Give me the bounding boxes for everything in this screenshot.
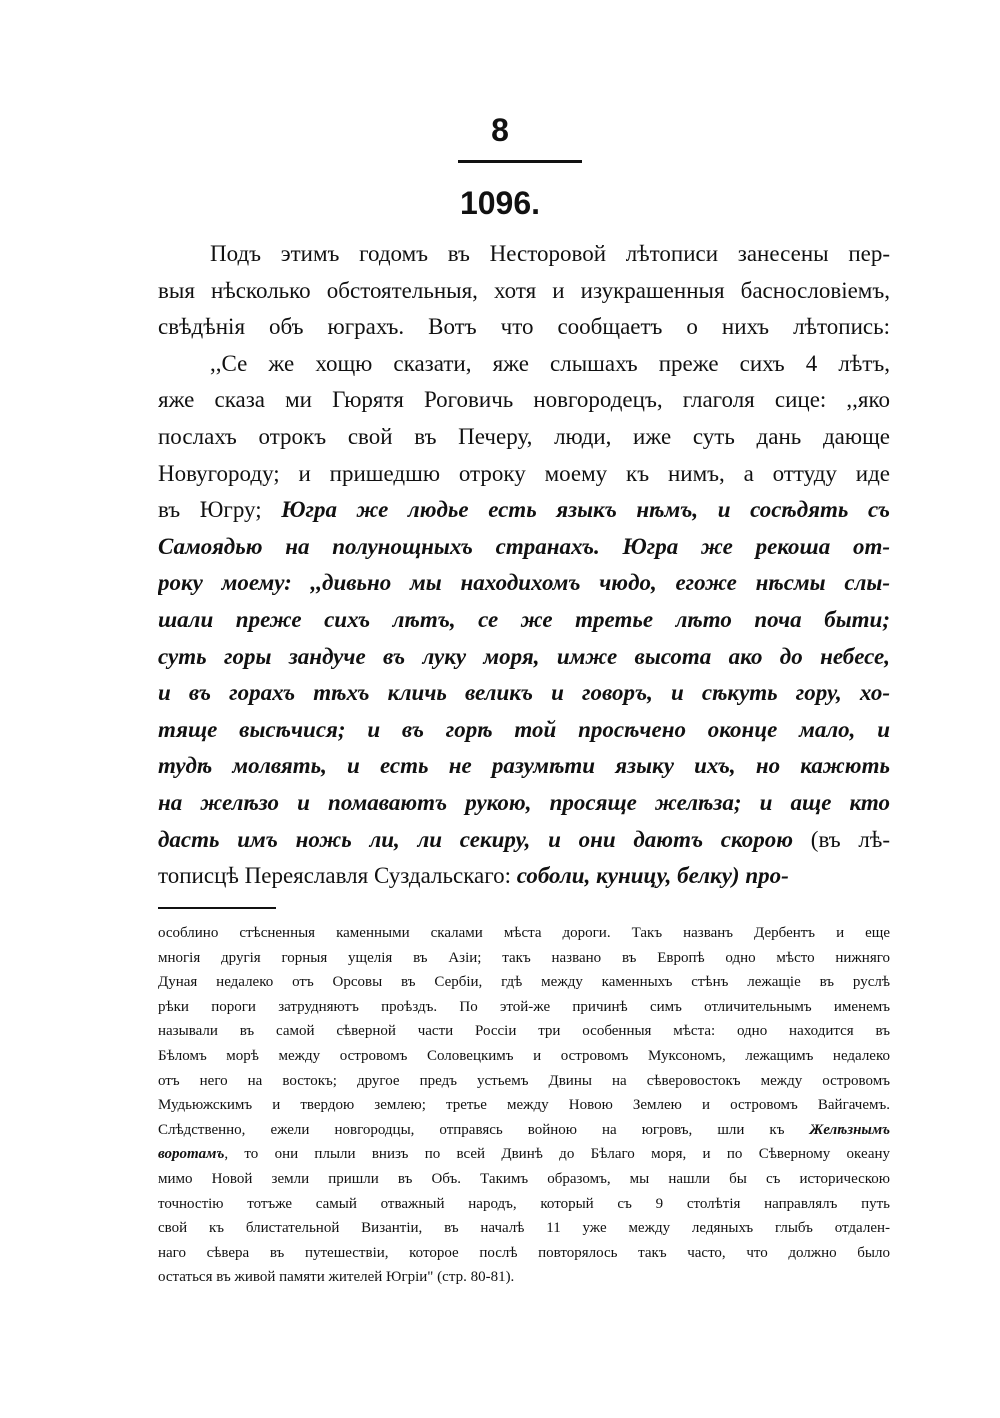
text-line <box>158 822 890 858</box>
text-segment: ,,Се же хощю сказати, яже слышахъ преже сихъ 4 лѣтъ, <box>210 350 890 376</box>
italic-segment: суть горы зандуче въ луку моря, имже высота ако до небесе, <box>158 643 890 669</box>
text-line <box>158 456 890 492</box>
footnote-line <box>158 969 890 995</box>
text-segment: свой къ блистательной Византіи, въ началѣ 11 уже между ледяныхъ глыбъ отдален- <box>158 1220 890 1237</box>
page-number: 8 <box>491 112 509 148</box>
text-line <box>158 602 890 638</box>
footnote-line <box>158 1092 890 1118</box>
footnote-line <box>158 1043 890 1069</box>
text-line <box>158 639 890 675</box>
italic-segment: року моему: ,,дивьно мы находихомъ чюдо, егоже нѣсмы слы- <box>158 570 890 596</box>
text-line <box>158 748 890 784</box>
footnote-line <box>158 1240 890 1266</box>
text-line <box>158 675 890 711</box>
text-line <box>158 858 890 894</box>
text-segment: Мудьюжскимъ и твердою землею; третье между Новою Землею и островомъ Вайгачемъ. <box>158 1097 890 1114</box>
text-segment: въ Югру; <box>158 497 282 523</box>
text-segment: тописцѣ Переяславля Суздальскаго: <box>158 863 517 889</box>
footnote-line <box>158 1018 890 1044</box>
footnote-line <box>158 1215 890 1241</box>
text-line <box>158 273 890 309</box>
text-segment: Слѣдственно, ежели новгородцы, отправясь войною на югровъ, шли къ <box>158 1121 810 1138</box>
text-segment: послахъ отрокъ свой въ Печеру, люди, иже суть дань дающе <box>158 424 890 449</box>
header-rule <box>458 160 582 163</box>
footnote-line <box>158 994 890 1020</box>
text-line <box>210 346 890 382</box>
footnote-line <box>158 1117 890 1143</box>
footnote-line <box>158 1166 890 1192</box>
footnote-line <box>158 1191 890 1217</box>
italic-segment: Желѣзнымъ <box>809 1121 890 1138</box>
italic-segment: воротамъ <box>158 1146 225 1163</box>
text-segment: называли въ самой сѣверной части Россіи три особенныя мѣста: одно находится въ <box>158 1023 890 1040</box>
footnote-rule <box>158 907 276 909</box>
italic-segment: соболи, куницу, белку) про- <box>516 863 789 889</box>
text-segment: , то они плыли внизъ по всей Двинѣ до Бѣлаго моря, и по Сѣверному океану <box>224 1146 890 1163</box>
italic-segment: шали преже сихъ лѣтъ, се же третье лѣто поча быти; <box>158 607 890 632</box>
italic-segment: дасть имъ ножь ли, ли секиру, и они даютъ скорою <box>158 826 794 852</box>
text-segment: (въ лѣ- <box>793 826 890 852</box>
text-segment: рѣки пороги затрудняютъ проѣздъ. По этой-же причинѣ симъ отличительнымъ именемъ <box>158 998 890 1015</box>
italic-segment: и въ горахъ тѣхъ кличь великъ и говоръ, и сѣкуть гору, хо- <box>158 680 890 706</box>
italic-segment: Самоядью на полунощныхъ странахъ. Югра же рекоша от- <box>158 533 890 559</box>
text-segment: свѣдѣнія объ юграхъ. Вотъ что сообщаетъ о нихъ лѣтопись: <box>158 314 890 340</box>
text-line <box>158 529 890 565</box>
footnote-line <box>158 945 890 971</box>
text-segment: выя нѣсколько обстоятельныя, хотя и изукрашенныя баснословіемъ, <box>158 277 890 303</box>
text-segment: Бѣломъ морѣ между островомъ Соловецкимъ и островомъ Муксономъ, лежащимъ недалеко <box>158 1048 890 1064</box>
italic-segment: Югра же людье есть языкъ нѣмъ, и сосѣдять съ <box>281 497 890 523</box>
text-segment: Подъ этимъ годомъ въ Несторовой лѣтописи занесены пер- <box>210 241 890 266</box>
footnote-line <box>158 1068 890 1094</box>
text-line <box>158 492 890 528</box>
text-line <box>158 382 890 418</box>
year-heading: 1096. <box>459 185 541 221</box>
text-segment: мимо Новой земли пришли въ Объ. Такимъ образомъ, мы нашли бы съ историческою <box>158 1171 890 1187</box>
footnote-line <box>158 1141 890 1167</box>
text-segment: особлино стѣсненныя каменными скалами мѣста дороги. Такъ названъ Дербентъ и еще <box>158 925 890 941</box>
text-segment: точностію тотъже самый отважный народъ, который съ 9 столѣтія направлялъ путь <box>158 1195 890 1212</box>
footnote-line <box>158 920 890 946</box>
text-line <box>158 785 890 821</box>
text-segment: многія другія горныя ущелія въ Азіи; такъ названо въ Европѣ одно мѣсто нижняго <box>158 949 890 966</box>
italic-segment: на желѣзо и помаваютъ рукою, просяще желѣза; и аще кто <box>158 790 890 815</box>
italic-segment: тудѣ молвять, и есть не разумѣти языку ихъ, но кажють <box>158 753 890 779</box>
text-segment: Новугороду; и пришедшю отроку моему къ нимъ, а оттуду иде <box>158 460 890 486</box>
text-line <box>158 309 890 345</box>
text-line <box>158 565 890 601</box>
text-segment: яже сказа ми Гюрятя Роговичь новгородецъ, глаголя сице: ,,яко <box>158 387 890 413</box>
text-segment: отъ него на востокъ; другое предъ устьемъ Двины на сѣверовостокъ между островомъ <box>158 1072 890 1089</box>
text-line <box>158 419 890 455</box>
text-segment: Дуная недалеко отъ Орсовы въ Сербіи, гдѣ между каменныхъ стѣнъ лежащіе въ руслѣ <box>158 974 890 991</box>
footnote-line <box>158 1264 890 1290</box>
text-segment: остаться въ живой памяти жителей Югріи" (стр. 80-81). <box>158 1269 515 1286</box>
text-segment: наго сѣвера въ путешествіи, которое послѣ повторялось такъ часто, что должно было <box>158 1244 890 1261</box>
italic-segment: тяще высѣчися; и въ горѣ той просѣчено оконце мало, и <box>158 716 890 742</box>
text-line <box>210 236 890 272</box>
text-line <box>158 712 890 748</box>
